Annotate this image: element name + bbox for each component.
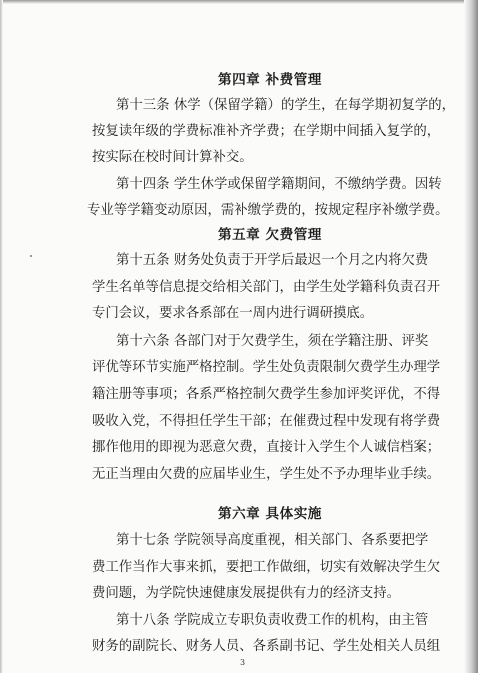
scan-edge-right (464, 0, 478, 673)
article-15-line-2: 学生名单等信息提交给相关部门，由学生处学籍科负责召开 (92, 280, 441, 295)
article-18-line-2: 财务的副院长、财务人员、各系副书记、学生处相关人员组 (92, 639, 441, 654)
article-13-line-3: 按实际在校时间计算补交。 (92, 150, 253, 165)
article-13-line-1: 第十三条 休学（保留学籍）的学生，在每学期初复学的， (116, 98, 456, 113)
article-16-line-1: 第十六条 各部门对于欠费学生，须在学籍注册、评奖 (116, 334, 429, 349)
article-15-line-3: 专门会议，要求各系部在一周内进行调研摸底。 (92, 306, 374, 321)
article-17-line-1: 第十七条 学院领导高度重视，相关部门、各系要把学 (116, 533, 429, 548)
scan-edge-left (0, 0, 3, 673)
chapter-4-heading: 第四章 补费管理 (218, 72, 322, 88)
article-16-line-5: 挪作他用的即视为恶意欠费，直接计入学生个人诚信档案； (92, 440, 441, 455)
article-16-line-3: 籍注册等事项；各系严格控制欠费学生参加评奖评优，不得 (92, 387, 441, 402)
article-17-line-2: 费工作当作大事来抓，要把工作做细，切实有效解决学生欠 (92, 560, 441, 575)
scan-speck (30, 255, 32, 257)
article-18-line-1: 第十八条 学院成立专职负责收费工作的机构，由主管 (116, 613, 429, 628)
article-14-line-1: 第十四条 学生休学或保留学籍期间，不缴纳学费。因转 (116, 177, 442, 192)
scan-edge-top (0, 0, 478, 4)
article-17-line-3: 费问题，为学院快速健康发展提供有力的经济支持。 (92, 586, 400, 601)
article-16-line-2: 评优等环节实施严格控制。学生处负责限制欠费学生办理学 (92, 360, 441, 375)
article-15-line-1: 第十五条 财务处负责于开学后最迟一个月之内将欠费 (116, 253, 429, 268)
article-16-line-4: 吸收入党，不得担任学生干部；在催费过程中发现有将学费 (92, 414, 441, 429)
article-13-line-2: 按复读年级的学费标准补齐学费；在学期中间插入复学的， (92, 124, 441, 139)
chapter-5-heading: 第五章 欠费管理 (218, 227, 322, 243)
article-16-line-6: 无正当理由欠费的应届毕业生，学生处不予办理毕业手续。 (92, 467, 441, 482)
article-14-line-2: 专业等学籍变动原因，需补缴学费的，按规定程序补缴学费。 (87, 203, 449, 218)
page-number: 3 (240, 658, 246, 667)
chapter-6-heading: 第六章 具体实施 (218, 506, 322, 522)
